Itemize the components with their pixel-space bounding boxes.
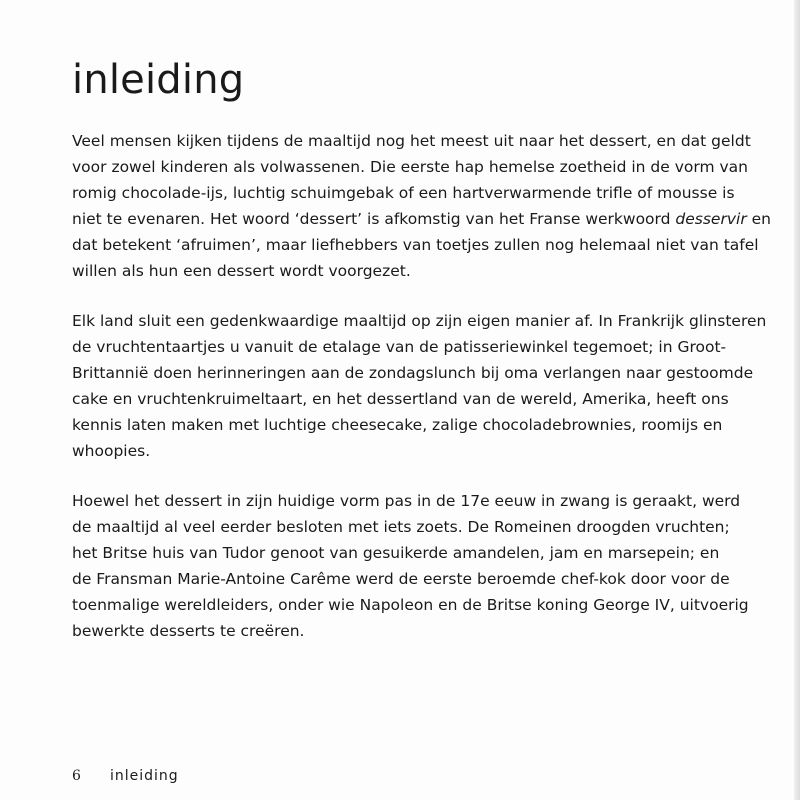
text-line — [72, 258, 728, 284]
text-line — [72, 540, 728, 566]
text-line — [72, 334, 728, 360]
page-number: 6 — [72, 768, 81, 784]
text-line — [72, 232, 759, 258]
running-head: inleiding — [110, 768, 179, 784]
text-line — [72, 128, 751, 154]
text-line — [72, 308, 767, 334]
line-text: Brittannië doen herinneringen aan de zondagslunch bij oma verlangen naar gestoomde — [72, 364, 754, 382]
text-line — [72, 566, 728, 592]
line-text: niet te evenaren. Het woord ‘dessert’ is afkomstig van het Franse werkwoord — [72, 210, 676, 228]
line-text: het Britse huis van Tudor genoot van gesuikerde amandelen, jam en marsepein; en — [72, 544, 720, 562]
line-text: Veel mensen kijken tijdens de maaltijd nog het meest uit naar het dessert, en dat geldt — [72, 132, 751, 150]
line-text: willen als hun een dessert wordt voorgezet. — [72, 262, 411, 280]
line-text: dat betekent ‘afruimen’, maar liefhebbers van toetjes zullen nog helemaal niet van tafel — [72, 236, 759, 254]
text-line — [72, 206, 771, 232]
line-text-continued: en — [746, 210, 771, 228]
chapter-title: inleiding — [72, 57, 245, 103]
line-text: cake en vruchtenkruimeltaart, en het dessertland van de wereld, Amerika, heeft ons — [72, 390, 729, 408]
line-text: bewerkte desserts te creëren. — [72, 622, 305, 640]
text-line — [72, 360, 754, 386]
line-text: toenmalige wereldleiders, onder wie Napoleon en de Britse koning George IV, uitvoerig — [72, 596, 749, 614]
text-line — [72, 514, 728, 540]
line-text: Hoewel het dessert in zijn huidige vorm pas in de 17e eeuw in zwang is geraakt, werd — [72, 492, 741, 510]
body-text — [72, 128, 771, 668]
page-footer — [72, 766, 179, 786]
line-text: de maaltijd al veel eerder besloten met iets zoets. De Romeinen droogden vruchten; — [72, 518, 730, 536]
page-edge-shadow — [794, 0, 800, 800]
text-line — [72, 488, 741, 514]
line-text: whoopies. — [72, 442, 151, 460]
paragraph — [72, 128, 771, 284]
text-line — [72, 438, 728, 464]
text-line — [72, 412, 728, 438]
line-text: Elk land sluit een gedenkwaardige maaltijd op zijn eigen manier af. In Frankrijk glinsteren — [72, 312, 767, 330]
text-line — [72, 154, 748, 180]
text-line — [72, 386, 728, 412]
text-line — [72, 592, 749, 618]
line-text: voor zowel kinderen als volwassenen. Die eerste hap hemelse zoetheid in de vorm van — [72, 158, 748, 176]
line-text: romig chocolade-ijs, luchtig schuimgebak of een hartverwarmende trifle of mousse is — [72, 184, 735, 202]
paragraph — [72, 308, 767, 464]
paragraph — [72, 488, 749, 644]
line-text: de Fransman Marie-Antoine Carême werd de eerste beroemde chef-kok door voor de — [72, 570, 730, 588]
text-line — [72, 618, 728, 644]
italic-term: desservir — [675, 210, 747, 228]
text-line — [72, 180, 735, 206]
line-text: kennis laten maken met luchtige cheesecake, zalige chocoladebrownies, roomijs en — [72, 416, 723, 434]
line-text: de vruchtentaartjes u vanuit de etalage van de patisseriewinkel tegemoet; in Groot- — [72, 338, 727, 356]
